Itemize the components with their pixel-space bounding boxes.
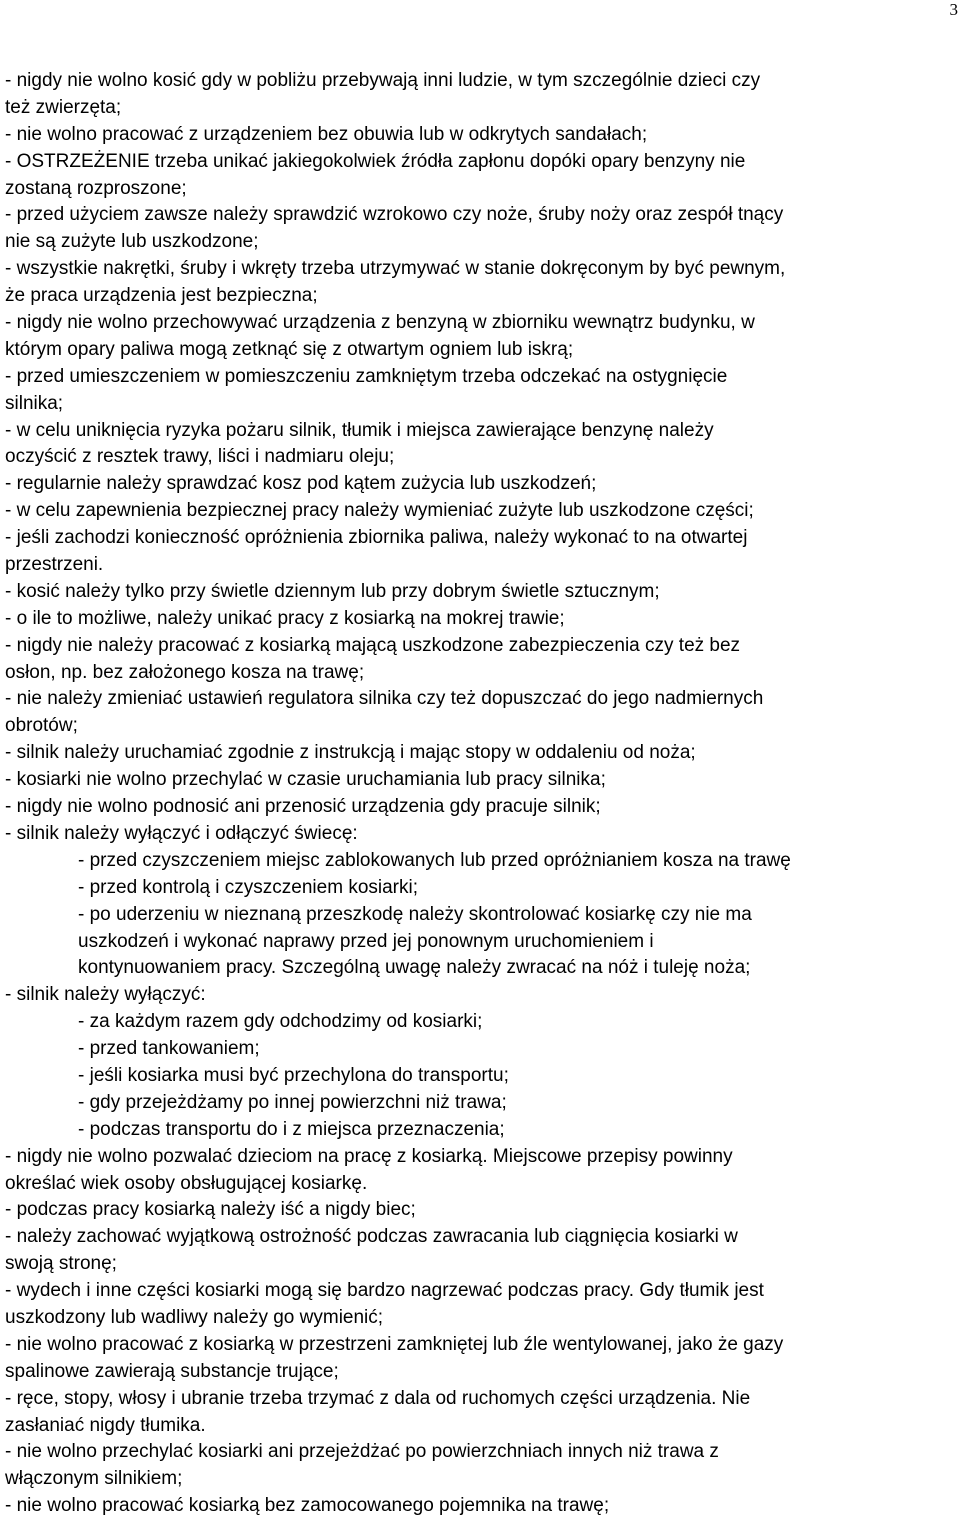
safety-instructions-text: [5, 68, 957, 1520]
text-line: uszkodzony lub wadliwy należy go wymienić;: [5, 1306, 384, 1328]
text-line: - silnik należy wyłączyć i odłączyć świecę:: [5, 822, 358, 844]
text-line: określać wiek osoby obsługującej kosiarkę.: [5, 1172, 368, 1194]
text-line: - nie wolno przechylać kosiarki ani przejeżdżać po powierzchniach innych niż trawa z: [5, 1441, 719, 1463]
text-line: - nigdy nie wolno podnosić ani przenosić urządzenia gdy pracuje silnik;: [5, 796, 601, 818]
text-line: - w celu uniknięcia ryzyka pożaru silnik, tłumik i miejsca zawierające benzynę należy: [5, 419, 714, 441]
text-line: którym opary paliwa mogą zetknąć się z otwartym ogniem lub iskrą;: [5, 338, 574, 360]
text-line: też zwierzęta;: [5, 96, 122, 118]
sub-list-line: - przed czyszczeniem miejsc zablokowanych lub przed opróżnianiem kosza na trawę: [78, 849, 791, 871]
text-line: - podczas pracy kosiarką należy iść a nigdy biec;: [5, 1199, 416, 1221]
text-line: - nie wolno pracować z kosiarką w przestrzeni zamkniętej lub źle wentylowanej, jako że gazy: [5, 1333, 784, 1355]
text-line: - regularnie należy sprawdzać kosz pod kątem zużycia lub uszkodzeń;: [5, 473, 597, 495]
text-line: - o ile to możliwe, należy unikać pracy z kosiarką na mokrej trawie;: [5, 607, 565, 629]
text-line: - silnik należy uruchamiać zgodnie z instrukcją i mając stopy w oddaleniu od noża;: [5, 742, 696, 764]
text-line: swoją stronę;: [5, 1253, 117, 1275]
sub-list-line: - po uderzeniu w nieznaną przeszkodę należy skontrolować kosiarkę czy nie ma: [78, 903, 752, 925]
text-line: - OSTRZEŻENIE trzeba unikać jakiegokolwiek źródła zapłonu dopóki opary benzyny nie: [5, 150, 746, 172]
sub-list-line: uszkodzeń i wykonać naprawy przed jej ponownym uruchomieniem i: [78, 930, 654, 952]
text-line: - silnik należy wyłączyć:: [5, 984, 206, 1006]
sub-list-line: - za każdym razem gdy odchodzimy od kosiarki;: [78, 1011, 483, 1033]
text-line: osłon, np. bez założonego kosza na trawę;: [5, 661, 365, 683]
text-line: - nie wolno pracować z urządzeniem bez obuwia lub w odkrytych sandałach;: [5, 123, 648, 145]
page-number: 3: [949, 0, 958, 19]
text-line: - przed użyciem zawsze należy sprawdzić wzrokowo czy noże, śruby noży oraz zespół tnący: [5, 204, 784, 226]
text-line: oczyścić z resztek trawy, liści i nadmiaru oleju;: [5, 446, 395, 468]
sub-list-line: - podczas transportu do i z miejsca przeznaczenia;: [78, 1118, 505, 1140]
sub-list-line: - przed tankowaniem;: [78, 1038, 260, 1060]
text-line: - ręce, stopy, włosy i ubranie trzeba trzymać z dala od ruchomych części urządzenia. Nie: [5, 1387, 751, 1409]
text-line: - wydech i inne części kosiarki mogą się bardzo nagrzewać podczas pracy. Gdy tłumik jest: [5, 1280, 764, 1302]
text-line: że praca urządzenia jest bezpieczna;: [5, 285, 318, 307]
text-line: - nigdy nie należy pracować z kosiarką mającą uszkodzone zabezpieczenia czy też bez: [5, 634, 741, 656]
text-line: nie są zużyte lub uszkodzone;: [5, 231, 259, 253]
sub-list-line: - jeśli kosiarka musi być przechylona do transportu;: [78, 1064, 509, 1086]
text-line: spalinowe zawierają substancje trujące;: [5, 1360, 339, 1382]
sub-list-line: kontynuowaniem pracy. Szczególną uwagę należy zwracać na nóż i tuleję noża;: [78, 957, 751, 979]
text-line: obrotów;: [5, 715, 78, 737]
text-line: - nigdy nie wolno przechowywać urządzenia z benzyną w zbiorniku wewnątrz budynku, w: [5, 312, 755, 334]
text-line: - nie wolno pracować kosiarką bez zamocowanego pojemnika na trawę;: [5, 1495, 610, 1517]
text-line: zostaną rozproszone;: [5, 177, 187, 199]
text-line: - w celu zapewnienia bezpiecznej pracy należy wymieniać zużyte lub uszkodzone części;: [5, 500, 754, 522]
text-line: włączonym silnikiem;: [5, 1468, 183, 1490]
text-line: - kosiarki nie wolno przechylać w czasie uruchamiania lub pracy silnika;: [5, 769, 606, 791]
text-line: - nigdy nie wolno pozwalać dzieciom na pracę z kosiarką. Miejscowe przepisy powinny: [5, 1145, 733, 1167]
sub-list-line: - gdy przejeżdżamy po innej powierzchni niż trawa;: [78, 1091, 507, 1113]
text-line: silnika;: [5, 392, 64, 414]
text-line: - kosić należy tylko przy świetle dziennym lub przy dobrym świetle sztucznym;: [5, 580, 660, 602]
text-line: - nie należy zmieniać ustawień regulatora silnika czy też dopuszczać do jego nadmiernych: [5, 688, 764, 710]
text-line: - nigdy nie wolno kosić gdy w pobliżu przebywają inni ludzie, w tym szczególnie dzieci czy: [5, 70, 761, 91]
text-line: - wszystkie nakrętki, śruby i wkręty trzeba utrzymywać w stanie dokręconym by być pewnym,: [5, 258, 786, 280]
text-line: - należy zachować wyjątkową ostrożność podczas zawracania lub ciągnięcia kosiarki w: [5, 1226, 738, 1248]
text-line: - jeśli zachodzi konieczność opróżnienia zbiornika paliwa, należy wykonać to na otwartej: [5, 527, 748, 549]
sub-list-line: - przed kontrolą i czyszczeniem kosiarki;: [78, 876, 418, 898]
text-line: przestrzeni.: [5, 554, 104, 576]
text-line: - przed umieszczeniem w pomieszczeniu zamkniętym trzeba odczekać na ostygnięcie: [5, 365, 728, 387]
text-line: zasłaniać nigdy tłumika.: [5, 1414, 206, 1436]
